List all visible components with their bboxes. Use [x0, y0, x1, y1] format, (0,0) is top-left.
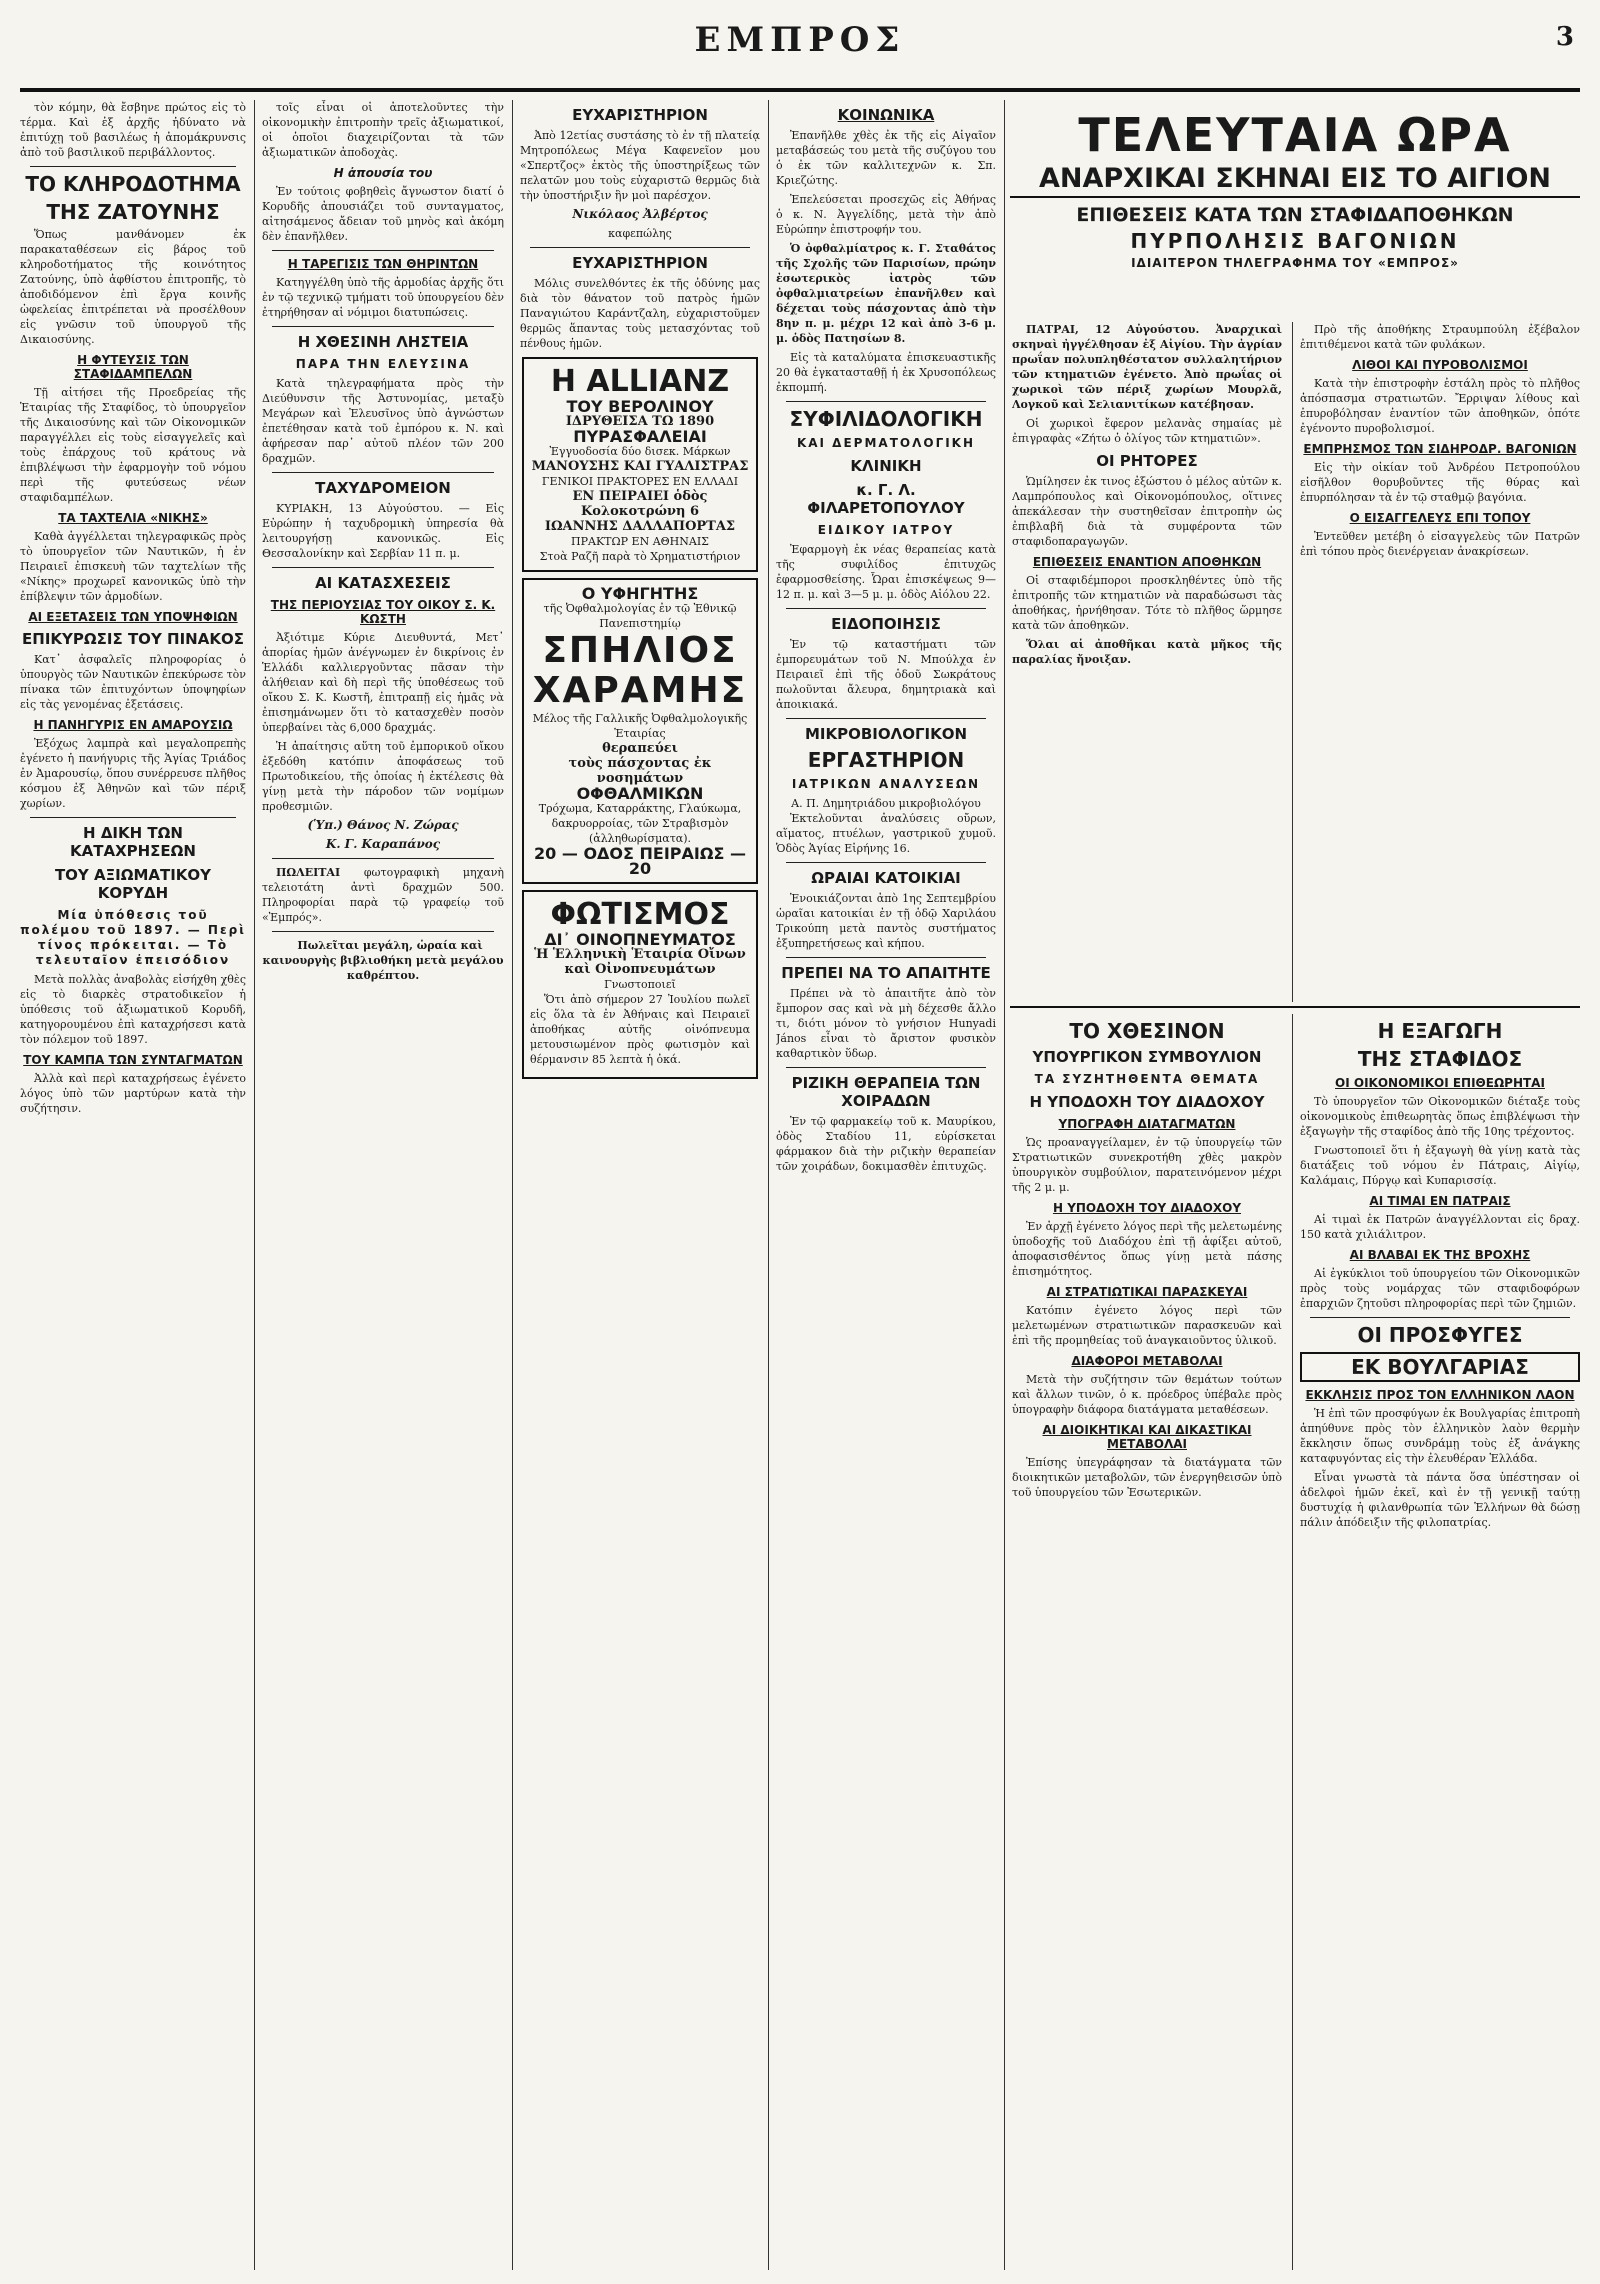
- banner-line: ΕΠΙΘΕΣΕΙΣ ΚΑΤΑ ΤΩΝ ΣΤΑΦΙΔΑΠΟΘΗΚΩΝ: [1076, 204, 1514, 226]
- subheadline: Μία ὑπόθεσις τοῦ πολέμου τοῦ 1897. — Περὶ τίνος πρόκειται. — Τὸ τελευταῖον ἐπεισόδιον: [20, 908, 246, 967]
- article-text: Ἀλλὰ καὶ περὶ καταχρήσεως ἐγένετο λόγος ὑπὸ τῶν μαρτύρων κατὰ τὴν συζήτησιν.: [20, 1072, 246, 1115]
- headline: ΑΙ ΚΑΤΑΣΧΕΣΕΙΣ: [315, 574, 451, 592]
- signature: (Ὑπ.) Θάνος Ν. Ζώρας: [307, 818, 459, 832]
- article-text: Μετὰ τὴν συζήτησιν τῶν θεμάτων τούτων καὶ ἄλλων τινῶν, ὁ κ. πρόεδρος ὑπέβαλε πρὸς ὑπογραφὴν διάφορα διατάγματα μεταθέσεων.: [1012, 1373, 1282, 1416]
- article-text: Ἐπελεύσεται προσεχῶς εἰς Ἀθήνας ὁ κ. Ν. Ἀγγελίδης, μετὰ τὴν ἀπὸ Εὐρώπην ἐπιστροφήν του.: [776, 193, 996, 236]
- ad-subheadline: ΚΑΙ ΔΕΡΜΑΤΟΛΟΓΙΚΗ: [796, 436, 976, 450]
- column-7: [1012, 1014, 1282, 2270]
- subheadline: ΛΙΘΟΙ ΚΑΙ ΠΥΡΟΒΟΛΙΣΜΟΙ: [1352, 358, 1528, 372]
- subheadline: ΤΗΣ ΠΕΡΙΟΥΣΙΑΣ ΤΟΥ ΟΙΚΟΥ Σ. Κ. ΚΩΣΤΗ: [270, 598, 496, 626]
- subheadline: ΔΙΑΦΟΡΟΙ ΜΕΤΑΒΟΛΑΙ: [1071, 1354, 1223, 1368]
- article-text: Ἐν τῷ φαρμακείῳ τοῦ κ. Μαυρίκου, ὁδὸς Σταδίου 11, εὑρίσκεται φάρμακον διὰ τὴν ριζικὴν θεραπείαν τῶν χοιράδων, δοκιμασθὲν ἐπιτυχῶς.: [776, 1115, 996, 1173]
- article-text: Ὁ ὀφθαλμίατρος κ. Γ. Σταθάτος τῆς Σχολῆς τῶν Παρισίων, πρώην ἐσωτερικὸς ἰατρὸς τῶν ὀφθαλμιατρείων ἐπανῆλθεν καὶ δέχεται τοὺς πάσχοντας ἀπὸ τὴν 8ην π. μ. μέχρι 12 καὶ ἀπὸ 3-6 μ. μ. ὁδὸς Πατησίων 8.: [776, 242, 996, 345]
- column-rule: [254, 100, 255, 2270]
- ad-line: Α. Π. Δημητριάδου μικροβιολόγου: [791, 797, 981, 810]
- headline: ΕΚ ΒΟΥΛΓΑΡΙΑΣ: [1300, 1352, 1580, 1382]
- article-text: Μόλις συνελθόντες ἐκ τῆς ὀδύνης μας διὰ τὸν θάνατον τοῦ πατρὸς ἡμῶν Παναγιώτου Καράντζαλη, εὐχαριστοῦμεν θερμῶς ἅπαντας τοὺς μετασχόντας τοῦ πένθους ἡμῶν.: [520, 277, 760, 350]
- headline: ΕΥΧΑΡΙΣΤΗΡΙΟΝ: [572, 106, 708, 124]
- article-text: Τῇ αἰτήσει τῆς Προεδρείας τῆς Ἑταιρίας τῆς Σταφίδος, τὸ ὑπουργεῖον τῆς Δικαιοσύνης καὶ τῶν Οἰκονομικῶν παραγγέλλει εἰς τοὺς εἰσαγγελεῖς καὶ τοὺς ἐπάρχους τοῦ κράτους νὰ ἐπιβλέψωσι τὴν ἐφαρμογὴν τοῦ νόμου περὶ τῆς φυτεύσεως νέων σταφιδαμπέλων.: [20, 386, 246, 504]
- subheadline: ΟΙ ΟΙΚΟΝΟΜΙΚΟΙ ΕΠΙΘΕΩΡΗΤΑΙ: [1335, 1076, 1545, 1090]
- ad-line: θεραπεύει: [602, 741, 678, 756]
- article-text: ΠΑΤΡΑΙ, 12 Αὐγούστου. Ἀναρχικαὶ σκηναὶ ἠγγέλθησαν ἐξ Αἰγίου. Τὴν ἀγρίαν πρωΐαν πολυπληθέστατον συλλαλητήριον τῶν κτηματιῶν ἐγένετο. Ἀπὸ πρωΐας οἱ χωρικοὶ τῶν πέριξ χωρίων Μουρλᾶ, Λογκοῦ καὶ Σελιανιτίκων κατέβησαν.: [1012, 323, 1282, 411]
- ad-subheadline: ΕΙΔΙΚΟΥ ΙΑΤΡΟΥ: [817, 523, 955, 537]
- subheadline: ΥΠΟΓΡΑΦΗ ΔΙΑΤΑΓΜΑΤΩΝ: [1058, 1117, 1236, 1131]
- column-rule: [1292, 1014, 1293, 2270]
- headline: ΑΙ ΕΞΕΤΑΣΕΙΣ ΤΩΝ ΥΠΟΨΗΦΙΩΝ: [28, 610, 238, 624]
- article-text: Ἐντεῦθεν μετέβη ὁ εἰσαγγελεὺς τῶν Πατρῶν ἐπὶ τόπου πρὸς διενέργειαν ἀνακρίσεων.: [1300, 530, 1580, 558]
- article-text: ΚΥΡΙΑΚΗ, 13 Αὐγούστου. — Εἰς Εὐρώπην ἡ ταχυδρομικὴ ὑπηρεσία θὰ λειτουργήσῃ κανονικῶς. Εἰς Θεσσαλονίκην καὶ Σερβίαν 11 π. μ.: [262, 502, 504, 560]
- signature-title: καφεπώλης: [608, 227, 672, 240]
- subheadline: ΕΠΙΘΕΣΕΙΣ ΕΝΑΝΤΙΟΝ ΑΠΟΘΗΚΩΝ: [1032, 555, 1262, 569]
- headline: Η ΠΑΝΗΓΥΡΙΣ ΕΝ ΑΜΑΡΟΥΣΙΩ: [33, 718, 233, 732]
- ad-headline: ΜΙΚΡΟΒΙΟΛΟΓΙΚΟΝ: [804, 725, 968, 743]
- signature: Κ. Γ. Καραπάνος: [325, 837, 441, 851]
- ad-line: τοὺς πάσχοντας ἐκ νοσημάτων: [568, 756, 712, 786]
- column-8: [1300, 1014, 1580, 2270]
- ad-line: Μέλος τῆς Γαλλικῆς Ὀφθαλμολογικῆς Ἑταιρίας: [532, 712, 748, 740]
- headline: ΤΟ ΚΛΗΡΟΔΟΤΗΜΑ: [25, 172, 241, 196]
- ad-headline: ΣΥΦΙΛΙΔΟΛΟΓΙΚΗ: [789, 407, 983, 431]
- column-1: [20, 100, 246, 2270]
- newspaper-title: ΕΜΠΡΟΣ: [694, 20, 906, 60]
- ad-line: ΧΑΡΑΜΗΣ: [532, 670, 748, 711]
- column-3: [520, 100, 760, 2270]
- article-text: Κατόπιν ἐγένετο λόγος περὶ τῶν μελετωμένων στρατιωτικῶν παρασκευῶν καὶ ἐπὶ τῆς προμηθείας τοῦ ἀναγκαιοῦντος ὑλικοῦ.: [1012, 1304, 1282, 1347]
- headline: ΤΟΥ ΑΞΙΩΜΑΤΙΚΟΥ ΚΟΡΥΔΗ: [54, 866, 212, 902]
- article-text: Γνωστοποιεῖ ὅτι ἡ ἐξαγωγὴ θὰ γίνῃ κατὰ τὰς διατάξεις τοῦ νόμου ἐν Πάτραις, Αἰγίῳ, Καλάμαις, Πύργῳ καὶ Κυπαρισσίᾳ.: [1300, 1144, 1580, 1187]
- ad-line: ΠΥΡΑΣΦΑΛΕΙΑΙ: [573, 427, 707, 446]
- article-text: Ἡ ἐπὶ τῶν προσφύγων ἐκ Βουλγαρίας ἐπιτροπὴ ἀπηύθυνε πρὸς τὸν ἑλληνικὸν λαὸν θερμὴν ἔκκλησιν ὅπως συνδράμῃ τοὺς ἐξ ἀνάγκης καταφυγόντας εἰς τὴν ἐλευθέραν Ἑλλάδα.: [1300, 1407, 1580, 1465]
- ad-line: Ἐγγυοδοσία δύο δισεκ. Μάρκων: [549, 445, 731, 458]
- column-2: [262, 100, 504, 2270]
- allianz-ad: [522, 357, 758, 572]
- ad-text: Ὅτι ἀπὸ σήμερον 27 Ἰουλίου πωλεῖ εἰς ὅλα τὰ ἐν Ἀθήναις καὶ Πειραιεῖ ἀποθήκας αὐτῆς οἰνόπνευμα μετουσιωμένον πρὸς φωτισμὸν καὶ θέρμανσιν 85 λεπτὰ ἡ ὀκά.: [530, 993, 750, 1066]
- article-text: Ὅπως μανθάνομεν ἐκ παρακαταθέσεων εἰς βάρος τοῦ κληροδοτήματος τῆς κοινότητος Ζατούνης, ὑπὸ ἀφθίστου ἐπιτροπῆς, τὸ ἀποδιδόμενον ἐπὶ ἔργα κοινῆς ὠφελείας ἐπιτρέπεται νὰ προσέλθουν εἰς γνῶσιν τοῦ ὑπουργοῦ τῆς Δικαιοσύνης.: [20, 228, 246, 346]
- ad-line: ΔΙ᾽ ΟΙΝΟΠΝΕΥΜΑΤΟΣ: [544, 930, 736, 949]
- article-text: Αἱ τιμαὶ ἐκ Πατρῶν ἀναγγέλλονται εἰς δραχ. 150 κατὰ χιλιάλιτρον.: [1300, 1213, 1580, 1241]
- article-text: Εἶναι γνωστὰ τὰ πάντα ὅσα ὑπέστησαν οἱ ἀδελφοὶ ἡμῶν ἐκεῖ, καὶ ἐν τῇ γενικῇ ταύτῃ δυστυχίᾳ ἡ φιλανθρωπία τῶν Ἑλλήνων θὰ δώσῃ πάλιν ἀπόδειξιν τῆς φιλοπατρίας.: [1300, 1471, 1580, 1529]
- top-story-banner: [1010, 108, 1580, 272]
- article-text: Κατὰ τὴν ἐπιστροφὴν ἐστάλη πρὸς τὸ πλῆθος ἀπόσπασμα στρατιωτῶν. Ἔρριψαν λίθους καὶ ἐπυροβόλησαν ἐναντίον τῶν ἀποθηκῶν, ὁπότε ἐγένοντο πυροβολισμοί.: [1300, 377, 1580, 435]
- column-rule: [1004, 100, 1005, 2270]
- column-rule: [512, 100, 513, 2270]
- subheadline: ΤΟΥ ΚΑΜΠΑ ΤΩΝ ΣΥΝΤΑΓΜΑΤΩΝ: [23, 1053, 243, 1067]
- headline: ΩΡΑΙΑΙ ΚΑΤΟΙΚΙΑΙ: [811, 869, 961, 887]
- ad-line: ΠΡΑΚΤΩΡ ΕΝ ΑΘΗΝΑΙΣ: [571, 535, 709, 548]
- ad-line: ΜΑΝΟΥΣΗΣ ΚΑΙ ΓΥΑΛΙΣΤΡΑΣ: [531, 459, 749, 474]
- ad-line: ΓΕΝΙΚΟΙ ΠΡΑΚΤΟΡΕΣ ΕΝ ΕΛΛΑΔΙ: [541, 475, 739, 488]
- article-text: τὸν κόμην, θὰ ἔσβηνε πρώτος εἰς τὸ τέρμα. Καὶ ἐξ ἀρχῆς ἠδύνατο νὰ ἐπιτύχῃ τοῦ βασιλέως ἡ ἀπομάκρυνσις ἀπὸ τοῦ βασιλικοῦ περιβάλλοντος.: [20, 101, 246, 159]
- article-text: Πρέπει νὰ τὸ ἀπαιτῆτε ἀπὸ τὸν ἔμπορον σας καὶ νὰ μὴ δέχεσθε ἄλλο τι, διότι μόνον τὸ γνήσιον Hunyadi János εἶναι τὸ ἄριστον φυσικὸν καθαρτικὸν ὕδωρ.: [776, 987, 996, 1060]
- ad-line: Τρόχωμα, Καταρράκτης, Γλαύκωμα, δακρυορροίας, τῶν Στραβισμὸν (ἀλληθωρίσματα).: [538, 802, 742, 845]
- section-divider: [1010, 1006, 1580, 1008]
- ad-text: φωτογραφικὴ μηχανὴ τελειοτάτη ἀντὶ δραχμῶν 500. Πληροφορίαι παρὰ τῷ γραφείῳ τοῦ «Ἐμπρός».: [262, 866, 504, 924]
- page-number: 3: [1555, 22, 1574, 52]
- subheadline: ΕΚΚΛΗΣΙΣ ΠΡΟΣ ΤΟΝ ΕΛΛΗΝΙΚΟΝ ΛΑΟΝ: [1305, 1388, 1575, 1402]
- ad-line: ΦΩΤΙΣΜΟΣ: [550, 897, 730, 932]
- subheadline: Η ἀπουσία του: [333, 166, 433, 180]
- headline: ΕΥΧΑΡΙΣΤΗΡΙΟΝ: [572, 254, 708, 272]
- article-text: Εἰς τὴν οἰκίαν τοῦ Ἀνδρέου Πετροπούλου εἰσῆλθον θορυβοῦντες τῆς θύρας καὶ ἐπυρπόλησαν τὰ ἐν τῷ σταθμῷ βαγόνια.: [1300, 461, 1580, 504]
- headline: ΟΙ ΠΡΟΣΦΥΓΕΣ: [1357, 1323, 1523, 1347]
- ad-subheadline: ΙΑΤΡΙΚΩΝ ΑΝΑΛΥΣΕΩΝ: [791, 777, 981, 791]
- article-text: Κατὰ τηλεγραφήματα πρὸς τὴν Διεύθυνσιν τῆς Ἀστυνομίας, μεταξὺ Μεγάρων καὶ Ἐλευσῖνος ὑπὸ ἀγνώστων ἐπετέθησαν κατὰ τοῦ ἐμπόρου κ. Ν. καὶ ἀφήρεσαν παρ᾽ αὐτοῦ πλέον τῶν 200 δραχμῶν.: [262, 377, 504, 465]
- article-text: τοῖς εἶναι οἱ ἀποτελοῦντες τὴν οἰκονομικὴν ἐπιτροπὴν τρεῖς ἀξιωματικοί, οἱ ὁποῖοι διαχειρίζονται τὰ τῶν ἀξιωματικῶν ἀποδοχὰς.: [262, 101, 504, 159]
- ophthalmologist-ad: [522, 578, 758, 884]
- ad-line: Η ALLIANZ: [550, 364, 730, 399]
- subheadline: ΠΑΡΑ ΤΗΝ ΕΛΕΥΣΙΝΑ: [295, 357, 471, 371]
- headline: ΤΟ ΧΘΕΣΙΝΟΝ: [1069, 1019, 1225, 1043]
- ad-line: ΕΝ ΠΕΙΡΑΙΕΙ ὁδὸς Κολοκοτρώνη 6: [572, 489, 708, 519]
- masthead: [20, 18, 1580, 92]
- article-text: Ἐν τούτοις φοβηθεὶς ἄγνωστον διατί ὁ Κορυδῆς ἀπουσιάζει τοῦ συνταγματος, αἰτησάμενος ἄδειαν τοῦ μηνὸς καὶ ἀκόμη δὲν ἐπανῆλθεν.: [262, 185, 504, 243]
- ad-line: ΙΩΑΝΝΗΣ ΔΑΛΛΑΠΟΡΤΑΣ: [544, 519, 736, 534]
- headline: ΚΟΙΝΩΝΙΚΑ: [837, 106, 935, 124]
- subheadline: ΑΙ ΒΛΑΒΑΙ ΕΚ ΤΗΣ ΒΡΟΧΗΣ: [1349, 1248, 1531, 1262]
- column-5: [1012, 322, 1282, 1002]
- headline: ΤΗΣ ΖΑΤΟΥΝΗΣ: [46, 200, 220, 224]
- subheadline: ΤΑ ΣΥΖΗΤΗΘΕΝΤΑ ΘΕΜΑΤΑ: [1034, 1072, 1260, 1086]
- ad-line: ΤΟΥ ΒΕΡΟΛΙΝΟΥ: [566, 397, 714, 416]
- article-text: Ὅλαι αἱ ἀποθῆκαι κατὰ μῆκος τῆς παραλίας ἤνοιξαν.: [1012, 638, 1282, 666]
- article-text: Κατ᾽ ἀσφαλεῖς πληροφορίας ὁ ὑπουργὸς τῶν Ναυτικῶν ἐπεκύρωσε τὸν πίνακα τῶν ἐπιτυχόντων ὑποψηφίων εἰς τὰς γενομένας ἐξετάσεις.: [20, 653, 246, 711]
- article-text: Ἡ ἀπαίτησις αὕτη τοῦ ἐμπορικοῦ οἴκου ἐξεδόθη κατόπιν ἀποφάσεως τοῦ Πρωτοδικείου, τῆς ὁποίας ἡ ἐκτέλεσις θὰ γίνῃ μετὰ τὴν πάροδον τῶν νομίμων προθεσμιῶν.: [262, 740, 504, 813]
- subheadline: Η ΥΠΟΔΟΧΗ ΤΟΥ ΔΙΑΔΟΧΟΥ: [1029, 1093, 1265, 1111]
- banner-line: ΠΥΡΠΟΛΗΣΙΣ ΒΑΓΟΝΙΩΝ: [1130, 229, 1460, 253]
- headline: Η ΧΘΕΣΙΝΗ ΛΗΣΤΕΙΑ: [297, 333, 469, 351]
- headline: ΡΙΖΙΚΗ ΘΕΡΑΠΕΙΑ ΤΩΝ ΧΟΙΡΑΔΩΝ: [791, 1074, 981, 1110]
- headline: ΥΠΟΥΡΓΙΚΟΝ ΣΥΜΒΟΥΛΙΟΝ: [1032, 1048, 1262, 1066]
- ad-subheadline: κ. Γ. Λ. ΦΙΛΑΡΕΤΟΠΟΥΛΟΥ: [807, 481, 965, 517]
- signature: Νικόλαος Ἀλβέρτος: [572, 207, 708, 221]
- subheadline: ΕΠΙΚΥΡΩΣΙΣ ΤΟΥ ΠΙΝΑΚΟΣ: [22, 630, 244, 648]
- subheadline: Ο ΕΙΣΑΓΓΕΛΕΥΣ ΕΠΙ ΤΟΠΟΥ: [1349, 511, 1531, 525]
- column-6: [1300, 322, 1580, 1002]
- column-4: [776, 100, 996, 2270]
- subheadline: ΟΙ ΡΗΤΟΡΕΣ: [1096, 452, 1198, 470]
- classified-ad: [262, 865, 504, 925]
- column-rule: [1292, 322, 1293, 1002]
- headline: ΕΙΔΟΠΟΙΗΣΙΣ: [831, 615, 941, 633]
- article-text: Οἱ σταφιδέμποροι προσκληθέντες ὑπὸ τῆς ἐπιτροπῆς τῶν κτηματιῶν νὰ παραδώσωσι τὰς ἀποθήκας, ἠρνήθησαν. Τότε τὸ πλῆθος ὥρμησε κατὰ τῶν ἀποθηκῶν.: [1012, 574, 1282, 632]
- article-text: Αἱ ἐγκύκλιοι τοῦ ὑπουργείου τῶν Οἰκονομικῶν πρὸς τοὺς νομάρχας τῶν σταφιδοφόρων ἐπαρχιῶν ζητοῦσι πληροφορίας περὶ τῶν ζημιῶν.: [1300, 1267, 1580, 1310]
- headline: Η ΤΑΡΕΓΙΣΙΣ ΤΩΝ ΘΗΡΙΝΤΩΝ: [287, 257, 479, 271]
- article-text: Εἰς τὰ καταλύματα ἐπισκευαστικῆς 20 θὰ ἐγκατασταθῇ ἡ ἐκ Χρυσοπόλεως ἐκπομπή.: [776, 351, 996, 394]
- banner-line: ΤΕΛΕΥΤΑΙΑ ΩΡΑ: [1078, 108, 1512, 162]
- ad-text: Ἐφαρμογὴ ἐκ νέας θεραπείας κατὰ τῆς συφιλίδος ἐπιτυχῶς ἐφαρμοσθείσης. Ὧραι ἐπισκέψεως 9—12 π. μ. καὶ 3—5 μ. μ. ὁδὸς Αἰόλου 22.: [776, 543, 996, 601]
- headline: ΤΑΧΥΔΡΟΜΕΙΟΝ: [315, 479, 451, 497]
- ad-line: ΙΔΡΥΘΕΙΣΑ ΤΩ 1890: [565, 414, 715, 429]
- banner-line: ΑΝΑΡΧΙΚΑΙ ΣΚΗΝΑΙ ΕΙΣ ΤΟ ΑΙΓΙΟΝ: [1010, 162, 1580, 198]
- article-text: Ἐνοικιάζονται ἀπὸ 1ης Σεπτεμβρίου ὡραῖαι κατοικίαι ἐν τῇ ὁδῷ Χαριλάου Τρικούπη μετὰ παντὸς συστήματος ἐξυπηρετήσεως καὶ κήπου.: [776, 892, 996, 950]
- ad-line: ΣΠΗΛΙΟΣ: [542, 630, 738, 671]
- column-rule: [768, 100, 769, 2270]
- headline: Η ΦΥΤΕΥΣΙΣ ΤΩΝ ΣΤΑΦΙΔΑΜΠΕΛΩΝ: [73, 353, 193, 381]
- ad-subheadline: ΚΛΙΝΙΚΗ: [850, 457, 922, 475]
- subheadline: ΕΜΠΡΗΣΜΟΣ ΤΩΝ ΣΙΔΗΡΟΔΡ. ΒΑΓΟΝΙΩΝ: [1303, 442, 1577, 456]
- ad-line: Γνωστοποιεῖ: [604, 978, 676, 991]
- ad-title: ΠΩΛΕΙΤΑΙ: [276, 866, 341, 879]
- article-text: Μετὰ πολλὰς ἀναβολὰς εἰσήχθη χθὲς εἰς τὸ διαρκὲς στρατοδικεῖον ἡ ὑπόθεσις τοῦ ἀξιωματικοῦ Κορυδῆ, κατηγορουμένου ἐπὶ καταχρήσεσι κατὰ τὸν πόλεμον τοῦ 1897.: [20, 973, 246, 1046]
- ad-headline: ΕΡΓΑΣΤΗΡΙΟΝ: [807, 748, 965, 772]
- headline: ΤΗΣ ΣΤΑΦΙΔΟΣ: [1357, 1047, 1523, 1071]
- article-text: Πρὸ τῆς ἀποθήκης Στραυμπούλη ἐξέβαλον ἐπιτιθέμενοι κατὰ τῶν φυλάκων.: [1300, 323, 1580, 351]
- subheadline: ΑΙ ΔΙΟΙΚΗΤΙΚΑΙ ΚΑΙ ΔΙΚΑΣΤΙΚΑΙ ΜΕΤΑΒΟΛΑΙ: [1042, 1423, 1252, 1451]
- article-text: Ἀξιότιμε Κύριε Διευθυντά, Μετ᾽ ἀπορίας ἡμῶν ἀνέγνωμεν ἐν δικρίνοις ἐν Ἑλλάδι καλλιεργοῦντας πᾶσαν τὴν ἀλήθειαν καὶ δὴ περὶ τῆς ὑποθέσεως τοῦ οἴκου Σ. Κ. Κωστῆ, ἐπιτραπῇ εἰς ἡμᾶς νὰ ἐπισημάνωμεν ὅτι τὸ κατασχεθὲν ποσὸν ὑπερβαίνει τὰς 6,000 δραχμάς.: [262, 631, 504, 734]
- banner-line: ΙΔΙΑΙΤΕΡΟΝ ΤΗΛΕΓΡΑΦΗΜΑ ΤΟΥ «ΕΜΠΡΟΣ»: [1131, 256, 1459, 270]
- article-text: Καθὰ ἀγγέλλεται τηλεγραφικῶς πρὸς τὸ ὑπουργεῖον τῶν Ναυτικῶν, ἡ ἐν Πειραιεῖ ἐπισκευὴ τῶν ταχτελίων τῆς «Νίκης» προχωρεῖ κανονικῶς ὑπὸ τὴν ἐπίβλεψιν τῶν ἀρμοδίων.: [20, 530, 246, 603]
- subheadline: ΑΙ ΤΙΜΑΙ ΕΝ ΠΑΤΡΑΙΣ: [1369, 1194, 1511, 1208]
- article-text: Οἱ χωρικοὶ ἔφερον μελανὰς σημαίας μὲ ἐπιγραφὰς «Ζήτω ὁ ὀλίγος τῶν κτηματιῶν».: [1012, 417, 1282, 445]
- ad-line: τῆς Ὀφθαλμολογίας ἐν τῷ Ἐθνικῷ Πανεπιστημίῳ: [543, 602, 737, 630]
- headline: Η ΕΞΑΓΩΓΗ: [1377, 1019, 1503, 1043]
- article-text: Ἐξόχως λαμπρὰ καὶ μεγαλοπρεπὴς ἐγένετο ἡ πανήγυρις τῆς Ἁγίας Τριάδος ἐν Ἀμαρουσίῳ, ὅπου συνέρρευσε πλῆθος κόσμου ἐξ Ἀθηνῶν καὶ τῶν πέριξ χωρίων.: [20, 737, 246, 810]
- article-text: Ἐν τῷ καταστήματι τῶν ἐμπορευμάτων τοῦ Ν. Μπούλχα ἐν Πειραιεῖ ἐπὶ τῆς ὁδοῦ Σωκράτους πωλοῦνται ἄλευρα, δημητριακὰ καὶ ἀποικιακά.: [776, 638, 996, 711]
- article-text: Ὡμίλησεν ἐκ τινος ἐξώστου ὁ μέλος αὐτῶν κ. Λαμπρόπουλος καὶ Οἰκονομόπουλος, οἵτινες ἀπεκάλεσαν τὴν συστηθεῖσαν ἐπιτροπὴν ὡς ἐπιβλαβῆ διὰ τὰ συμφέροντα τῶν σταφιδοπαραγωγῶν.: [1012, 475, 1282, 548]
- article-text: Ἀπὸ 12ετίας συστάσης τὸ ἐν τῇ πλατείᾳ Μητροπόλεως Μέγα Καφενεῖον μου «Σπερτζος» ἐκτὸς τῆς ὑποστηρίξεως τῶν πελατῶν μου τοὺς εὐχαριστῶ θερμῶς διὰ τὴν ὑποστήριξιν ἣν μοὶ παρέσχον.: [520, 129, 760, 202]
- article-text: Κατηγγέλθη ὑπὸ τῆς ἀρμοδίας ἀρχῆς ὅτι ἐν τῷ τεχνικῷ τμήματι τοῦ ὑπουργείου δὲν ἐτηρήθησαν αἱ νόμιμοι διατυπώσεις.: [262, 276, 504, 319]
- ad-line: Ἡ Ἑλληνικὴ Ἑταιρία Οἴνων καὶ Οἰνοπνευμάτων: [534, 947, 746, 977]
- article-text: Ἐπανῆλθε χθὲς ἐκ τῆς εἰς Αἰγαῖον μεταβάσεώς του μετὰ τῆς συζύγου του ὁ ἐκ τῶν καλλιτεχνῶν κ. Σπ. Κριεζώτης.: [776, 129, 996, 187]
- ad-line: 20 — ΟΔΟΣ ΠΕΙΡΑΙΩΣ — 20: [534, 844, 746, 878]
- ad-line: Ο ΥΦΗΓΗΤΗΣ: [581, 584, 699, 603]
- alcohol-lighting-ad: [522, 890, 758, 1079]
- headline: ΠΡΕΠΕΙ ΝΑ ΤΟ ΑΠΑΙΤΗΤΕ: [781, 964, 991, 982]
- article-text: Ἐν ἀρχῇ ἐγένετο λόγος περὶ τῆς μελετωμένης ὑποδοχῆς τοῦ Διαδόχου ἐπὶ τῇ ἀφίξει αὐτοῦ, ἀποφασισθέντος ὅπως γίνῃ μετὰ πάσης ἐπισημότητος.: [1012, 1220, 1282, 1278]
- article-text: Ὡς προαναγγείλαμεν, ἐν τῷ ὑπουργείῳ τῶν Στρατιωτικῶν συνεκροτήθη χθὲς μακρὸν ὑπουργικὸν συμβούλιον, παρατεινόμενον μέχρι τῆς 2 μ. μ.: [1012, 1136, 1282, 1194]
- ad-line: Στοὰ Ραζῆ παρὰ τὸ Χρηματιστήριον: [539, 550, 741, 563]
- subheadline: ΑΙ ΣΤΡΑΤΙΩΤΙΚΑΙ ΠΑΡΑΣΚΕΥΑΙ: [1046, 1285, 1248, 1299]
- ad-text: Ἐκτελοῦνται ἀναλύσεις οὔρων, αἵματος, πτυέλων, γαστρικοῦ χυμοῦ. Ὁδὸς Ἁγίας Εἰρήνης 16.: [776, 812, 996, 855]
- article-text: Ἐπίσης ὑπεγράφησαν τὰ διατάγματα τῶν διοικητικῶν μεταβολῶν, τῶν ἐνεργηθεισῶν ὑπὸ τοῦ ὑπουργείου τῶν Ἐσωτερικῶν.: [1012, 1456, 1282, 1499]
- headline: ΤΑ ΤΑΧΤΕΛΙΑ «ΝΙΚΗΣ»: [58, 511, 208, 525]
- ad-line: ΟΦΘΑΛΜΙΚΩΝ: [576, 784, 704, 803]
- headline: Η ΔΙΚΗ ΤΩΝ ΚΑΤΑΧΡΗΣΕΩΝ: [70, 824, 196, 860]
- subheadline: Η ΥΠΟΔΟΧΗ ΤΟΥ ΔΙΑΔΟΧΟΥ: [1052, 1201, 1242, 1215]
- article-text: Τὸ ὑπουργεῖον τῶν Οἰκονομικῶν διέταξε τοὺς οἰκονομικοὺς ἐπιθεωρητὰς ὅπως ἐπιβλέψωσι τὴν ἐξαγωγὴν τῆς σταφίδος ἀπὸ τῆς 10ης τρέχοντος.: [1300, 1095, 1580, 1138]
- classified-ad: Πωλεῖται μεγάλη, ὡραία καὶ καινουργὴς βιβλιοθήκη μετὰ μεγάλου καθρέπτου.: [262, 939, 504, 982]
